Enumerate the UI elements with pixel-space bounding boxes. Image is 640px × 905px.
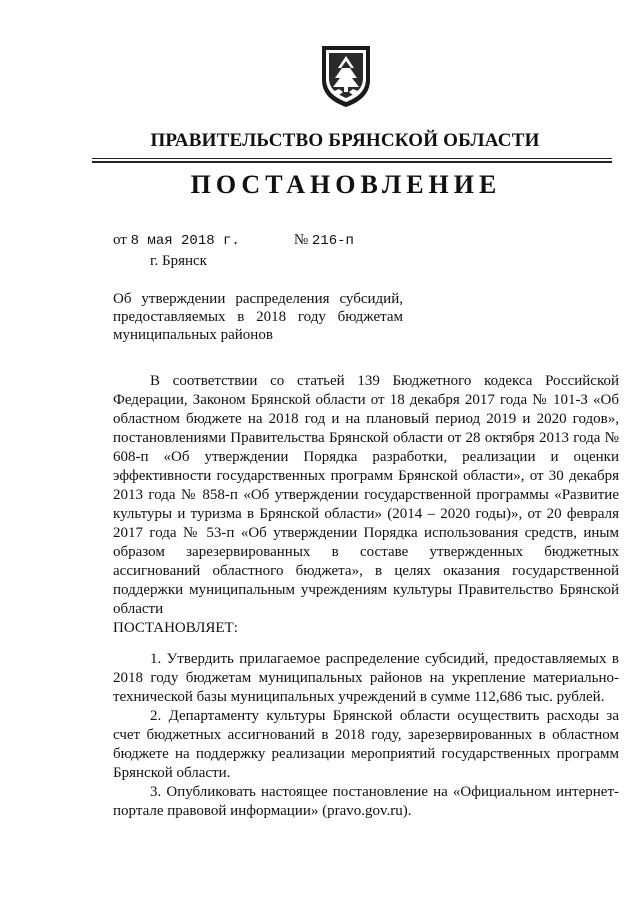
decree-item: 3. Опубликовать настоящее постановление на «Официальном интернет-портале правовой информации» (pravo.gov.ru). [113, 784, 619, 819]
decree-word: ПОСТАНОВЛЯЕТ: [113, 620, 238, 636]
bryansk-coat-of-arms-icon [319, 42, 373, 108]
header-divider-thin [92, 158, 612, 159]
subject-line: предоставляемых в 2018 году бюджетам [113, 309, 403, 325]
number-label: № [293, 232, 309, 248]
city-line: г. Брянск [150, 253, 207, 269]
subject-line: Об утверждении распределения субсидий, [113, 291, 403, 307]
decree-items [113, 650, 619, 821]
date-number-line [113, 232, 354, 249]
date-prefix: от [113, 232, 127, 248]
organization-title: ПРАВИТЕЛЬСТВО БРЯНСКОЙ ОБЛАСТИ [150, 130, 540, 151]
document-date: 8 мая 2018 г. [130, 233, 240, 249]
document-subject [113, 290, 403, 344]
header-divider-thick [92, 161, 612, 163]
document-body [113, 372, 619, 821]
document-type-title: ПОСТАНОВЛЕНИЕ [190, 170, 502, 199]
decree-item: 2. Департаменту культуры Брянской области осуществить расходы за счет бюджетных ассигнований в 2018 году, зарезервированных в областном бюджете на поддержку реализации мероприятий государственных программ Брянской области. [113, 708, 619, 781]
document-number: 216-п [311, 233, 354, 249]
decree-item: 1. Утвердить прилагаемое распределение субсидий, предоставляемых в 2018 году бюджетам муниципальных районов на укрепление материально-технической базы муниципальных учреждений в сумме 112,686 тыс. рублей. [113, 651, 619, 705]
subject-line: муниципальных районов [113, 327, 273, 343]
preamble-paragraph: В соответствии со статьей 139 Бюджетного кодекса Российской Федерации, Законом Брянской области от 18 декабря 2017 года № 101-З «Об областном бюджете на 2018 год и на плановый период 2019 и 2020 годов», постановлениями Правительства Брянской области от 28 октября 2013 года № 608-п «Об утверждении Порядка разработки, реализации и оценки эффективности государственных программ Брянской области», от 30 декабря 2013 года № 858-п «Об утверждении государственной программы «Развитие культуры и туризма в Брянской области» (2014 – 2020 годы)», от 20 февраля 2017 года № 53-п «Об утверждении Порядка использования средств, иным образом зарезервированных в составе утвержденных бюджетных ассигнований областного бюджета», в целях оказания государственной поддержки муниципальным учреждениям культуры Правительство Брянской области [113, 373, 619, 617]
